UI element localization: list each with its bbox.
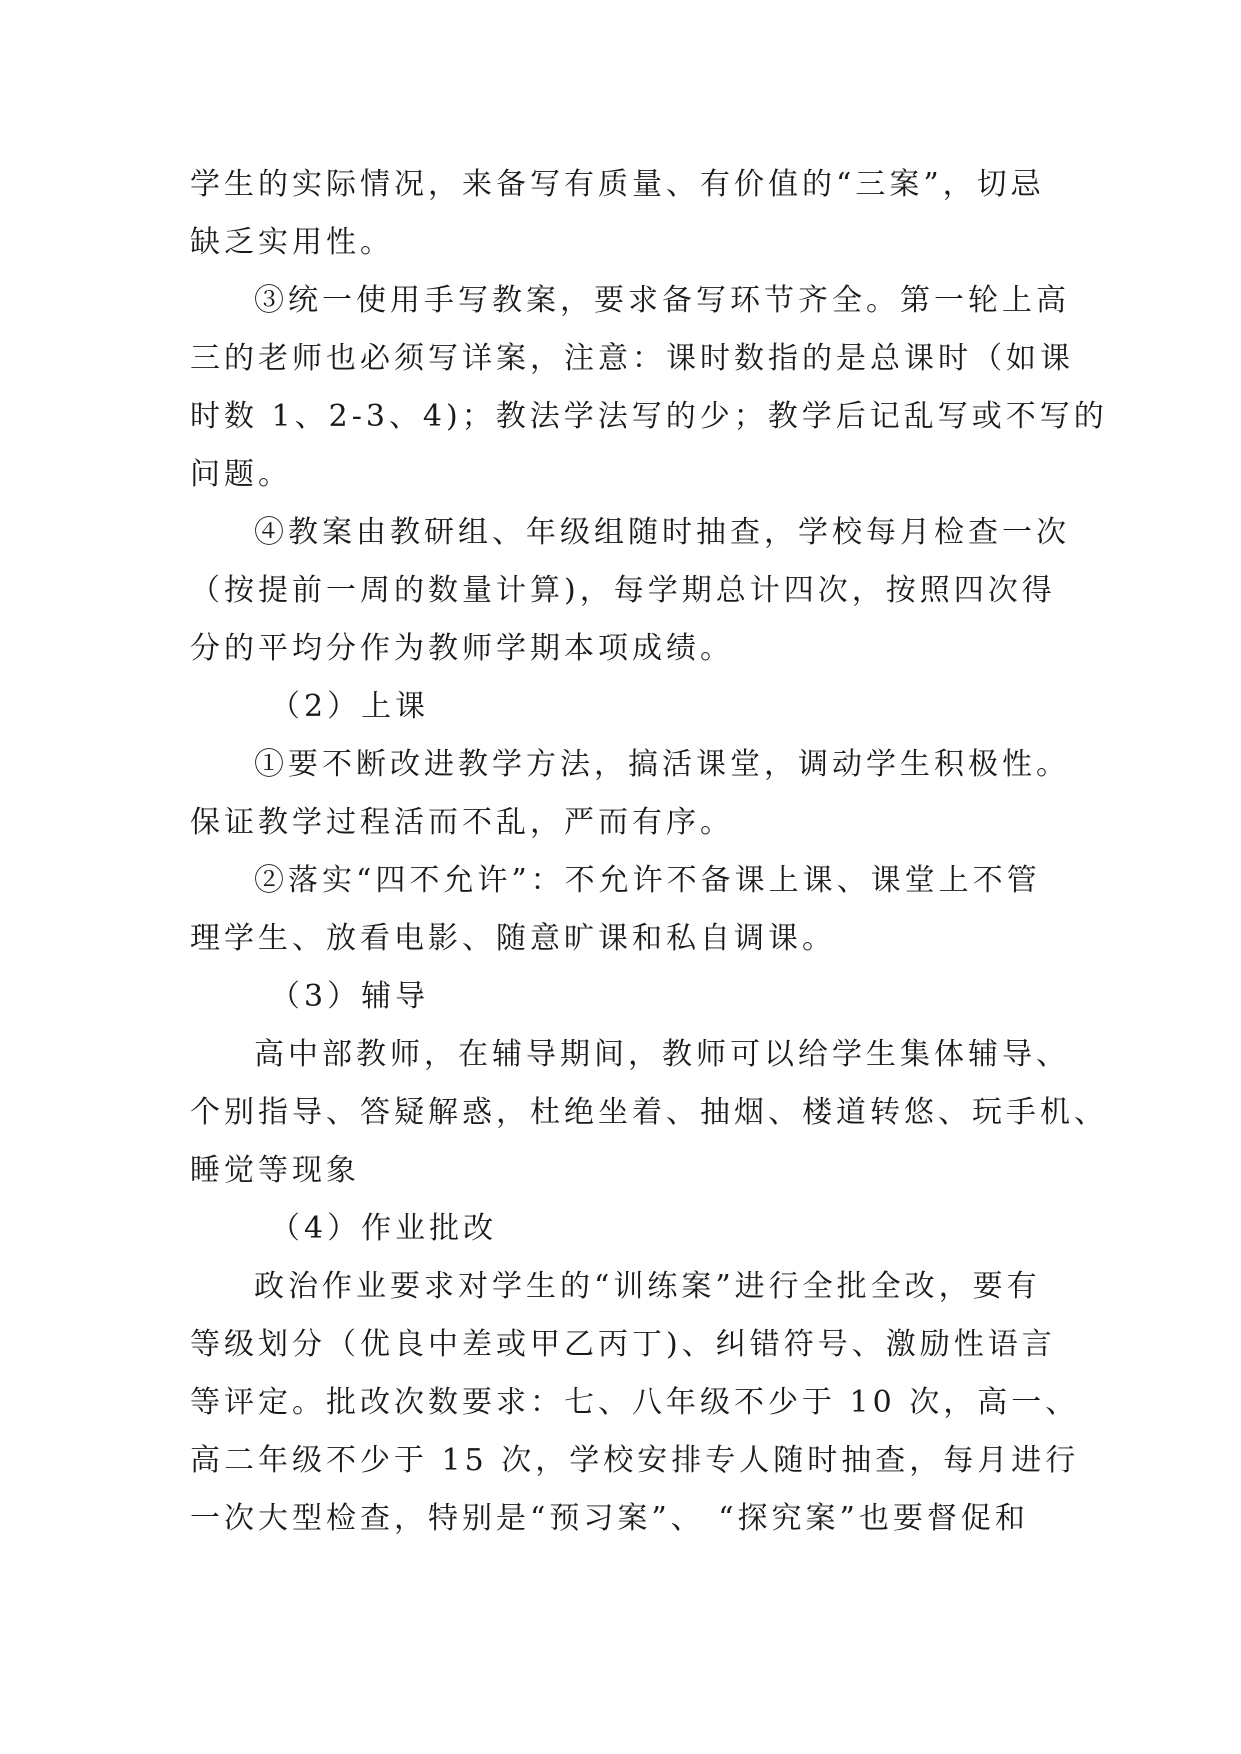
section-heading: （3）辅导 bbox=[270, 979, 430, 1014]
text-line: 睡觉等现象 bbox=[190, 1153, 360, 1188]
text-line: 一次大型检查，特别是“预习案”、 “探究案”也要督促和 bbox=[190, 1501, 1029, 1536]
text-line: 等级划分（优良中差或甲乙丙丁)、纠错符号、激励性语言 bbox=[190, 1327, 1056, 1362]
document-body bbox=[190, 156, 1108, 1548]
text-line: 理学生、放看电影、随意旷课和私自调课。 bbox=[190, 921, 836, 956]
text-line: 等评定。批改次数要求：七、八年级不少于 10 次，高一、 bbox=[190, 1385, 1080, 1420]
text-line: 个别指导、答疑解惑，杜绝坐着、抽烟、楼道转悠、玩手机、 bbox=[190, 1095, 1108, 1130]
text-line: 高二年级不少于 15 次，学校安排专人随时抽查，每月进行 bbox=[190, 1443, 1080, 1478]
text-line: 保证教学过程活而不乱，严而有序。 bbox=[190, 805, 734, 840]
text-line: ③统一使用手写教案，要求备写环节齐全。第一轮上高 bbox=[254, 283, 1070, 318]
text-line: 高中部教师，在辅导期间，教师可以给学生集体辅导、 bbox=[254, 1037, 1070, 1072]
text-line: （按提前一周的数量计算)，每学期总计四次，按照四次得 bbox=[190, 573, 1056, 608]
section-heading: （2）上课 bbox=[270, 689, 430, 724]
text-line: ④教案由教研组、年级组随时抽查，学校每月检查一次 bbox=[254, 515, 1070, 550]
text-line: 时数 1、2-3、4)；教法学法写的少；教学后记乱写或不写的 bbox=[190, 399, 1108, 434]
section-heading: （4）作业批改 bbox=[270, 1211, 498, 1246]
text-line: ①要不断改进教学方法，搞活课堂，调动学生积极性。 bbox=[254, 747, 1070, 782]
text-line: ②落实“四不允许”：不允许不备课上课、课堂上不管 bbox=[254, 863, 1041, 898]
text-line: 三的老师也必须写详案，注意：课时数指的是总课时（如课 bbox=[190, 341, 1074, 376]
text-line: 缺乏实用性。 bbox=[190, 225, 394, 260]
text-line: 政治作业要求对学生的“训练案”进行全批全改，要有 bbox=[254, 1269, 1041, 1304]
text-line: 分的平均分作为教师学期本项成绩。 bbox=[190, 631, 734, 666]
text-line: 学生的实际情况，来备写有质量、有价值的“三案”，切忌 bbox=[190, 167, 1045, 202]
text-line: 问题。 bbox=[190, 457, 292, 492]
